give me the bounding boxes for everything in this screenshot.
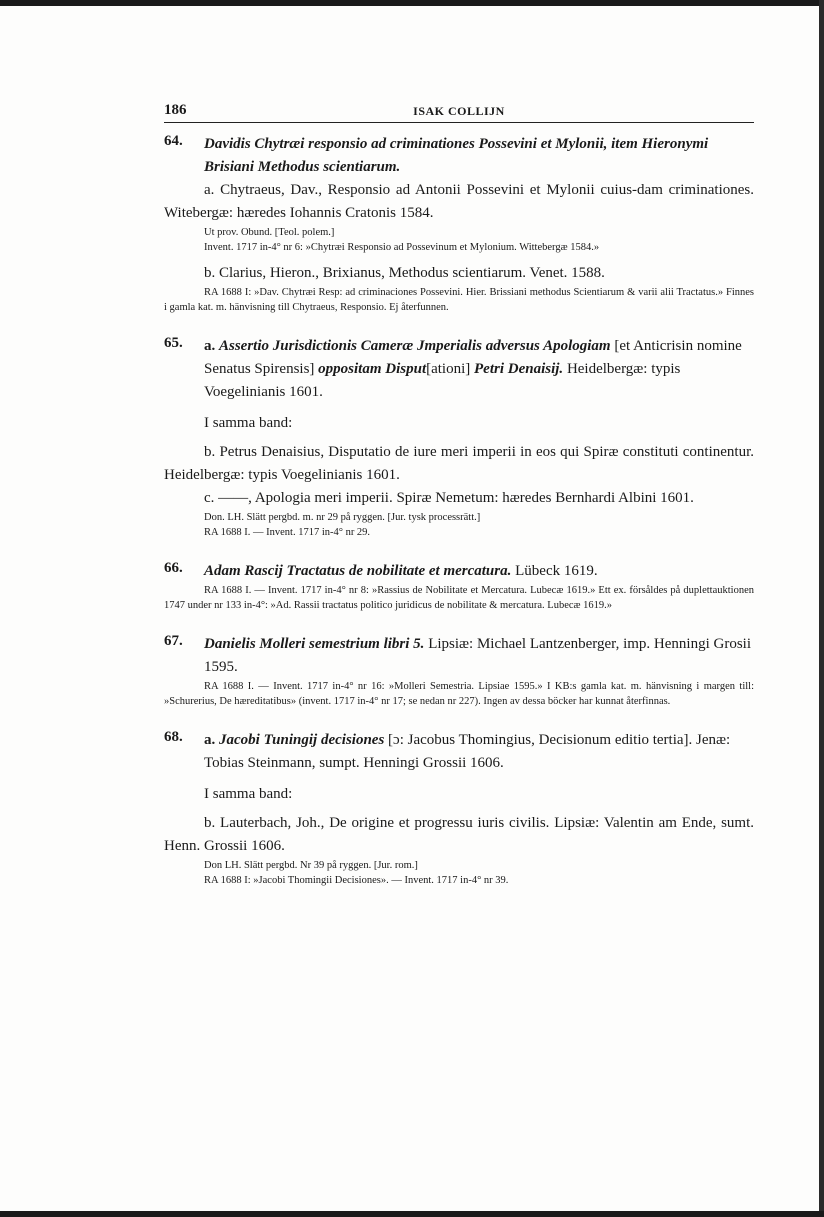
page-number: 186 <box>164 102 187 118</box>
entry-title: Danielis Molleri semestrium libri 5. Lipsiæ: Michael Lantzenberger, imp. Henningi Grosii 1595. <box>204 636 751 675</box>
item-note: Don LH. Slätt pergbd. Nr 39 på ryggen. [Jur. rom.] <box>204 860 418 871</box>
entry-title: Adam Rascij Tractatus de nobilitate et mercatura. Lübeck 1619. <box>204 563 598 579</box>
entry-number: 68. <box>164 729 183 745</box>
item-note: RA 1688 I. — Invent. 1717 in-4° nr 16: »Molleri Semestria. Lipsiae 1595.» I KB:s gamla kat. m. hänvisning i margen till: »Schurerius, De hæreditatibus» (invent. 1717 in-4° nr 17; se nedan nr 227). Ingen av dessa böcker har kunnat återfinnas. <box>164 681 754 707</box>
scan-edge-bottom <box>0 1211 824 1217</box>
entry-68 <box>164 729 754 888</box>
item-b: b. Petrus Denaisius, Disputatio de iure meri imperii in eos qui Spiræ constituti continentur. Heidelbergæ: typis Voegelinianis 1601. <box>164 444 754 483</box>
entry-66 <box>164 560 754 613</box>
document-page <box>164 98 754 888</box>
entry-title: a. Jacobi Tuningij decisiones [ɔ: Jacobus Thomingius, Decisionum editio tertia]. Jenæ: Tobias Steinmann, sumpt. Henningi Grossii 1606. <box>204 732 731 771</box>
item-a: a. Chytraeus, Dav., Responsio ad Antonii Possevini et Mylonii cuius-dam criminationes. Witebergæ: hæredes Iohannis Cratonis 1584. <box>164 182 754 221</box>
item-b: b. Lauterbach, Joh., De origine et progressu iuris civilis. Lipsiæ: Valentin am Ende, sumt. Henn. Grossii 1606. <box>164 815 754 854</box>
same-band-label: I samma band: <box>204 415 293 431</box>
item-note: RA 1688 I: »Dav. Chytræi Resp: ad criminaciones Possevini. Hier. Brissiani methodus Scientiarum & varii alii Tractatus.» Finnes i gamla kat. m. hänvisning till Chytraeus, Responsio. Ej återfunnen. <box>164 287 754 313</box>
item-c: c. ——, Apologia meri imperii. Spiræ Nemetum: hæredes Bernhardi Albini 1601. <box>204 490 694 506</box>
running-title: ISAK COLLIJN <box>413 104 505 118</box>
item-note: RA 1688 I. — Invent. 1717 in-4° nr 29. <box>204 527 371 538</box>
entry-number: 67. <box>164 633 183 649</box>
entry-title: a. Assertio Jurisdictionis Cameræ Jmperialis adversus Apologiam [et Anticrisin nomine Senatus Spirensis] oppositam Disput[ationi] Petri Denaisij. Heidelbergæ: typis Voegelinianis 1601. <box>204 338 742 400</box>
scan-edge-top <box>0 0 824 6</box>
scan-edge-right <box>819 0 824 1217</box>
item-note: Ut prov. Obund. [Teol. polem.] <box>204 227 335 238</box>
entry-number: 65. <box>164 335 183 351</box>
entry-67 <box>164 633 754 709</box>
running-head <box>164 98 754 123</box>
same-band-label: I samma band: <box>204 786 293 802</box>
entry-number: 66. <box>164 560 183 576</box>
item-note: Invent. 1717 in-4° nr 6: »Chytræi Responsio ad Possevinum et Mylonium. Wittebergæ 1584.» <box>204 242 600 253</box>
entry-title: Davidis Chytræi responsio ad criminationes Possevini et Mylonii, item Hieronymi Brisiani Methodus scientiarum. <box>204 136 709 175</box>
entry-number: 64. <box>164 133 183 149</box>
entry-65 <box>164 335 754 540</box>
item-note: RA 1688 I: »Jacobi Thomingii Decisiones». — Invent. 1717 in-4° nr 39. <box>204 875 509 886</box>
item-note: RA 1688 I. — Invent. 1717 in-4° nr 8: »Rassius de Nobilitate et Mercatura. Lubecæ 1619.» Ett ex. försåldes på duplettauktionen 1747 under nr 133 in-4°: »Ad. Rassii tractatus politico juridicus de nobilitate & mercatura. Lubecæ 1619.» <box>164 585 754 611</box>
item-b: b. Clarius, Hieron., Brixianus, Methodus scientiarum. Venet. 1588. <box>204 265 605 281</box>
item-note: Don. LH. Slätt pergbd. m. nr 29 på ryggen. [Jur. tysk processrätt.] <box>204 512 481 523</box>
entry-64 <box>164 133 754 315</box>
